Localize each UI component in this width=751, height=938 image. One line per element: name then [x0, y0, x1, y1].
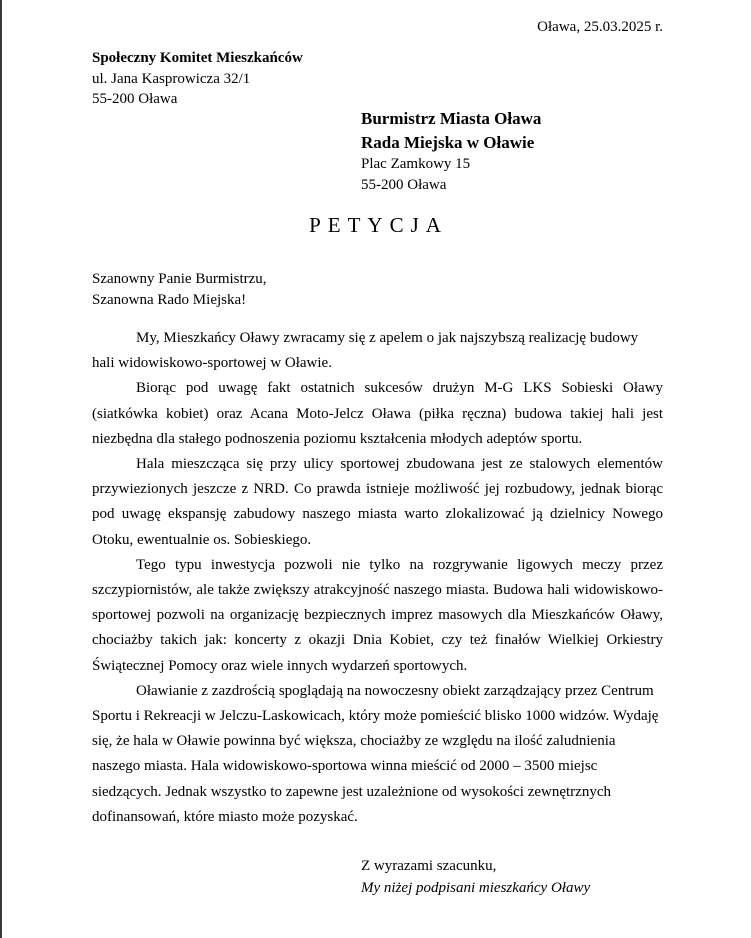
recipient-city: 55-200 Oława — [361, 177, 447, 193]
recipient-address — [361, 107, 541, 196]
paragraph-appeal: My, Mieszkańcy Oławy zwracamy się z apelem o jak najszybszą realizację budowy hali widowiskowo-sportowej w Oławie. — [92, 330, 639, 372]
recipient-council: Rada Miejska w Oławie — [361, 132, 535, 152]
paragraph-comparison: Oławianie z zazdrością spoglądają na nowoczesny obiekt zarządzający przez Centrum Sportu i Rekreacji w Jelczu-Laskowicach, który może pomieścić blisko 1000 widzów. Wydaję się, że hala w Oławie powinna być większa, chociażby ze względu na ilość zaludnienia naszego miasta. Hala widowiskowo-sportowa winna mieścić od 2000 – 3500 miejsc siedzących. Jednak wszystko to zapewne jest uzależnione od wysokości zewnętrznych dofinansowań, które miasto może pozyskać. — [92, 682, 659, 825]
closing — [361, 856, 590, 899]
paragraph-investment-benefits: Tego typu inwestycja pozwoli nie tylko na rozgrywanie ligowych meczy przez szczypiornistów, ale także zwiększy atrakcyjność naszego miasta. Budowa hali widowiskowo-sportowej pozwoli na organizację bezpiecznych imprez masowych dla Mieszkańców Oławy, chociażby takich jak: koncerty z okazji Dnia Kobiet, czy też finałów Wielkiej Orkiestry Świątecznej Pomocy oraz wiele innych wydarzeń sportowych. — [92, 556, 663, 674]
salutation-mayor: Szanowny Panie Burmistrzu, — [92, 271, 267, 287]
sender-street: ul. Jana Kasprowicza 32/1 — [92, 70, 251, 87]
sender-organization: Społeczny Komitet Mieszkańców — [92, 50, 303, 66]
closing-signers: My niżej podpisani mieszkańcy Oławy — [361, 879, 591, 896]
page-edge — [0, 0, 2, 938]
document-title: PETYCJA — [309, 213, 448, 237]
closing-greeting: Z wyrazami szacunku, — [361, 858, 497, 874]
salutation — [92, 269, 267, 310]
letter-body — [92, 326, 663, 830]
paragraph-existing-hall: Hala mieszcząca się przy ulicy sportowej zbudowana jest ze stalowych elementów przywiezionych jeszcze z NRD. Co prawda istnieje możliwość jej rozbudowy, jednak biorąc pod uwagę ekspansję zabudowy naszego miasta warto zlokalizować ją dzielnicy Nowego Otoku, ewentualnie os. Sobieskiego. — [92, 456, 663, 548]
salutation-council: Szanowna Rado Miejska! — [92, 291, 247, 308]
recipient-street: Plac Zamkowy 15 — [361, 156, 471, 172]
paragraph-sport-success: Biorąc pod uwagę fakt ostatnich sukcesów drużyn M-G LKS Sobieski Oławy (siatkówka kobiet) oraz Acana Moto-Jelcz Oława (piłka ręczna) budowa takiej hali jest niezbędna dla stałego podnoszenia poziomu kształcenia młodych adeptów sportu. — [92, 380, 663, 447]
place-date: Oława, 25.03.2025 r. — [537, 19, 663, 35]
sender-address — [92, 48, 303, 110]
sender-city: 55-200 Oława — [92, 91, 178, 107]
recipient-mayor: Burmistrz Miasta Oława — [361, 109, 542, 128]
